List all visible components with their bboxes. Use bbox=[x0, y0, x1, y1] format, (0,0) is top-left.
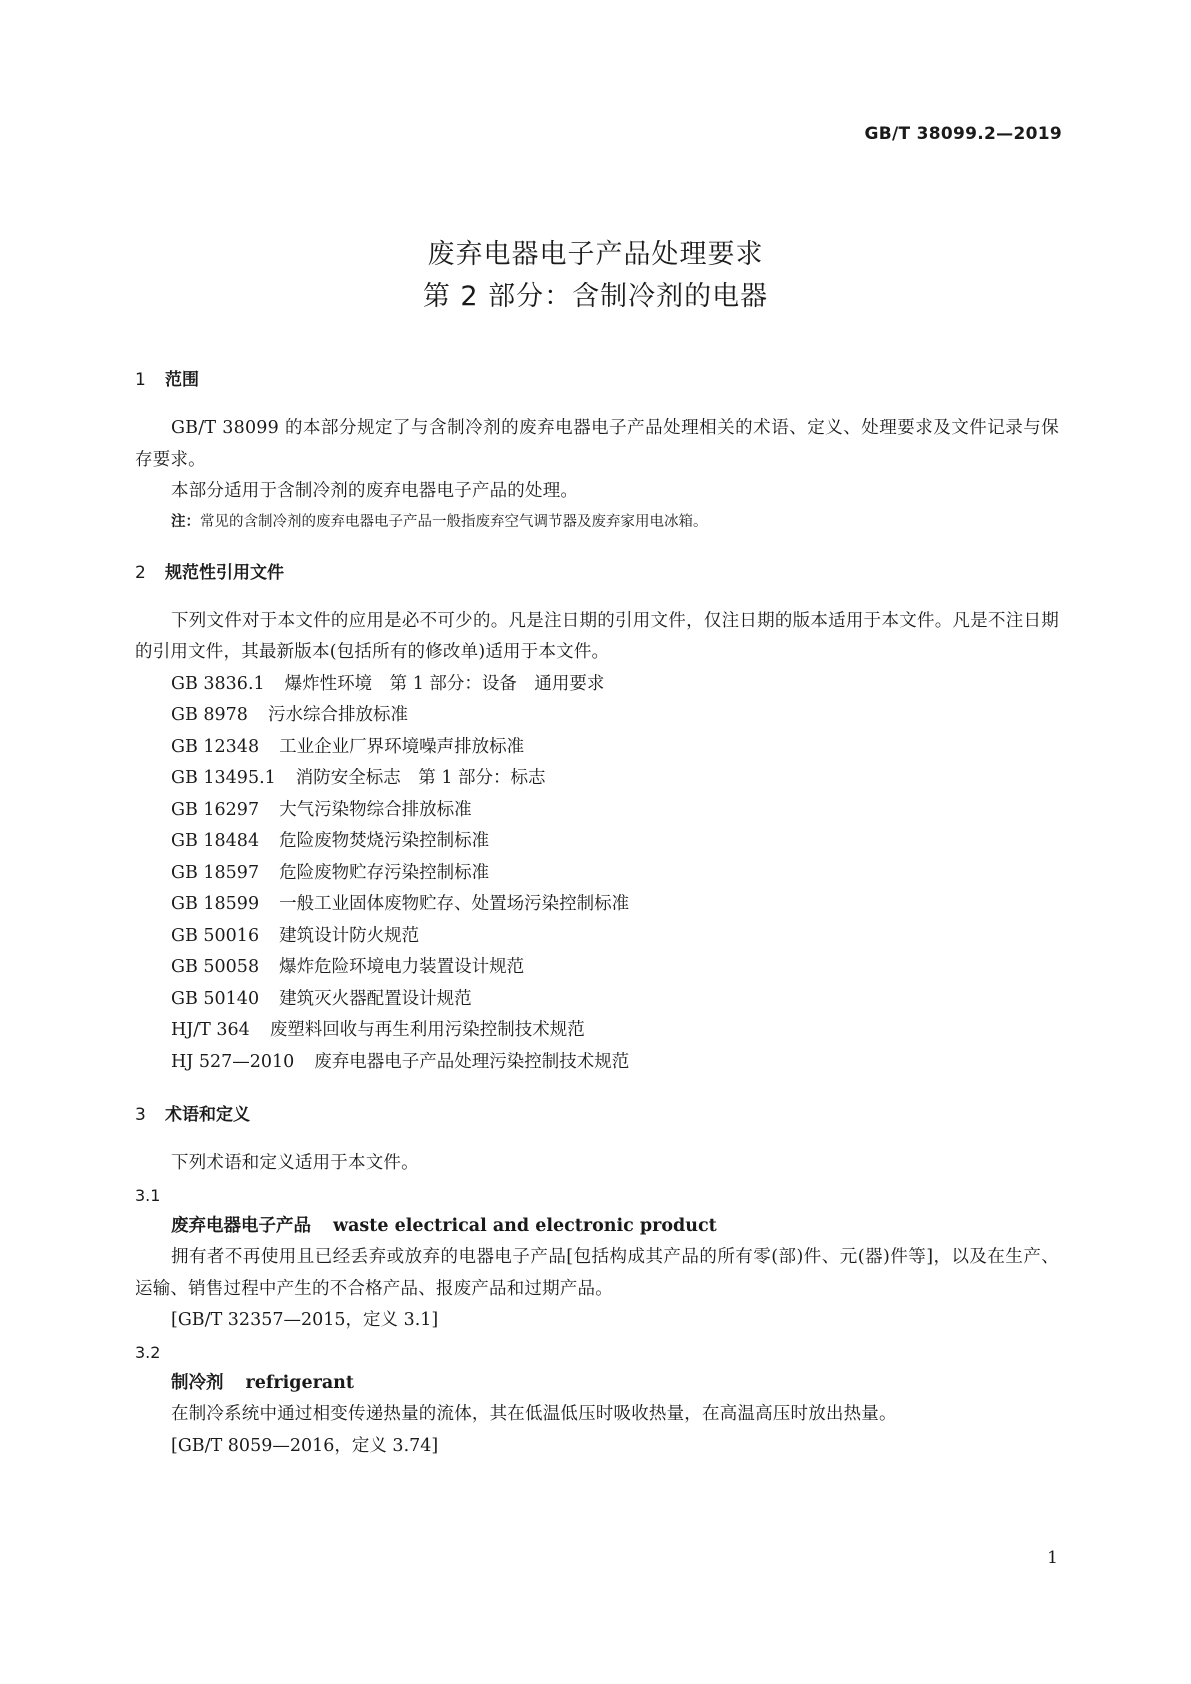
section-heading-normative-references bbox=[135, 560, 1059, 586]
reference-code: GB 50140 bbox=[171, 988, 260, 1009]
reference-code: GB 12348 bbox=[171, 736, 260, 757]
reference-item bbox=[135, 795, 1059, 827]
reference-title: 爆炸危险环境电力装置设计规范 bbox=[279, 957, 525, 977]
reference-item bbox=[135, 763, 1059, 795]
term-source: [GB/T 8059—2016，定义 3.74] bbox=[171, 1435, 439, 1456]
note-label: 注： bbox=[171, 513, 200, 530]
reference-code: GB 18597 bbox=[171, 862, 260, 883]
reference-code: HJ 527—2010 bbox=[171, 1051, 295, 1072]
reference-code: GB 18484 bbox=[171, 831, 260, 851]
term-name-cn: 制冷剂 bbox=[171, 1372, 224, 1393]
section-heading-terms-definitions bbox=[135, 1102, 1059, 1128]
term-name-cn: 废弃电器电子产品 bbox=[171, 1215, 311, 1236]
reference-title: 工业企业厂界环境噪声排放标准 bbox=[279, 736, 525, 757]
reference-code: GB 8978 bbox=[171, 705, 248, 725]
reference-title: 危险废物贮存污染控制标准 bbox=[279, 862, 490, 883]
term-number: 3.2 bbox=[135, 1342, 161, 1362]
term-name bbox=[135, 1368, 1059, 1400]
term-name-en: waste electrical and electronic product bbox=[333, 1215, 717, 1236]
section-title: 规范性引用文件 bbox=[165, 562, 284, 583]
note bbox=[135, 508, 1059, 536]
reference-title: 污水综合排放标准 bbox=[267, 705, 408, 725]
page-number: 1 bbox=[1047, 1548, 1058, 1568]
reference-item bbox=[135, 1047, 1059, 1079]
reference-item bbox=[135, 984, 1059, 1016]
term-name-en: refrigerant bbox=[245, 1372, 354, 1393]
reference-title: 废弃电器电子产品处理污染控制技术规范 bbox=[314, 1051, 630, 1072]
reference-title: 建筑设计防火规范 bbox=[279, 925, 420, 946]
document-body bbox=[135, 367, 1059, 1462]
section-number: 2 bbox=[135, 562, 146, 583]
reference-title: 大气污染物综合排放标准 bbox=[279, 799, 472, 820]
paragraph: 下列术语和定义适用于本文件。 bbox=[171, 1153, 419, 1173]
document-subtitle: 第 2 部分：含制冷剂的电器 bbox=[422, 281, 769, 312]
reference-title: 消防安全标志 第 1 部分：标志 bbox=[295, 768, 546, 788]
reference-item bbox=[135, 732, 1059, 764]
reference-item bbox=[135, 826, 1059, 858]
reference-item bbox=[135, 858, 1059, 890]
reference-item bbox=[135, 921, 1059, 953]
section-number: 1 bbox=[135, 370, 146, 390]
reference-code: GB 13495.1 bbox=[171, 768, 276, 788]
section-title: 术语和定义 bbox=[165, 1105, 250, 1125]
reference-title: 危险废物焚烧污染控制标准 bbox=[279, 831, 490, 851]
note-text: 常见的含制冷剂的废弃电器电子产品一般指废弃空气调节器及废弃家用电冰箱。 bbox=[200, 513, 708, 530]
term-source: [GB/T 32357—2015，定义 3.1] bbox=[171, 1310, 439, 1330]
paragraph: GB/T 38099 的本部分规定了与含制冷剂的废弃电器电子产品处理相关的术语、定义、处理要求及文件记录与保存要求。 bbox=[135, 418, 1059, 470]
reference-code: GB 50016 bbox=[171, 925, 260, 946]
paragraph: 下列文件对于本文件的应用是必不可少的。凡是注日期的引用文件，仅注日期的版本适用于本文件。凡是不注日期的引用文件，其最新版本(包括所有的修改单)适用于本文件。 bbox=[135, 610, 1059, 662]
section-number: 3 bbox=[135, 1105, 146, 1125]
reference-item bbox=[135, 1015, 1059, 1047]
reference-code: HJ/T 364 bbox=[171, 1020, 250, 1040]
standard-code: GB/T 38099.2—2019 bbox=[864, 124, 1062, 144]
reference-item bbox=[135, 700, 1059, 732]
section-heading-scope bbox=[135, 367, 1059, 393]
term-number: 3.1 bbox=[135, 1185, 161, 1205]
term-name bbox=[135, 1211, 1059, 1243]
term-definition: 在制冷系统中通过相变传递热量的流体，其在低温低压时吸收热量，在高温高压时放出热量。 bbox=[171, 1404, 897, 1424]
reference-item bbox=[135, 952, 1059, 984]
reference-title: 一般工业固体废物贮存、处置场污染控制标准 bbox=[279, 894, 630, 914]
paragraph: 本部分适用于含制冷剂的废弃电器电子产品的处理。 bbox=[171, 481, 579, 501]
reference-title: 废塑料回收与再生利用污染控制技术规范 bbox=[269, 1020, 585, 1040]
section-title: 范围 bbox=[165, 370, 199, 390]
reference-item bbox=[135, 889, 1059, 921]
reference-code: GB 3836.1 bbox=[171, 673, 265, 694]
reference-code: GB 16297 bbox=[171, 799, 260, 820]
reference-code: GB 50058 bbox=[171, 957, 260, 977]
term-definition: 拥有者不再使用且已经丢弃或放弃的电器电子产品[包括构成其产品的所有零(部)件、元(器)件等]，以及在生产、运输、销售过程中产生的不合格产品、报废产品和过期产品。 bbox=[135, 1247, 1059, 1299]
reference-title: 建筑灭火器配置设计规范 bbox=[279, 988, 472, 1009]
reference-code: GB 18599 bbox=[171, 894, 260, 914]
reference-title: 爆炸性环境 第 1 部分：设备 通用要求 bbox=[284, 673, 605, 694]
document-title: 废弃电器电子产品处理要求 bbox=[427, 239, 764, 270]
reference-item bbox=[135, 669, 1059, 701]
